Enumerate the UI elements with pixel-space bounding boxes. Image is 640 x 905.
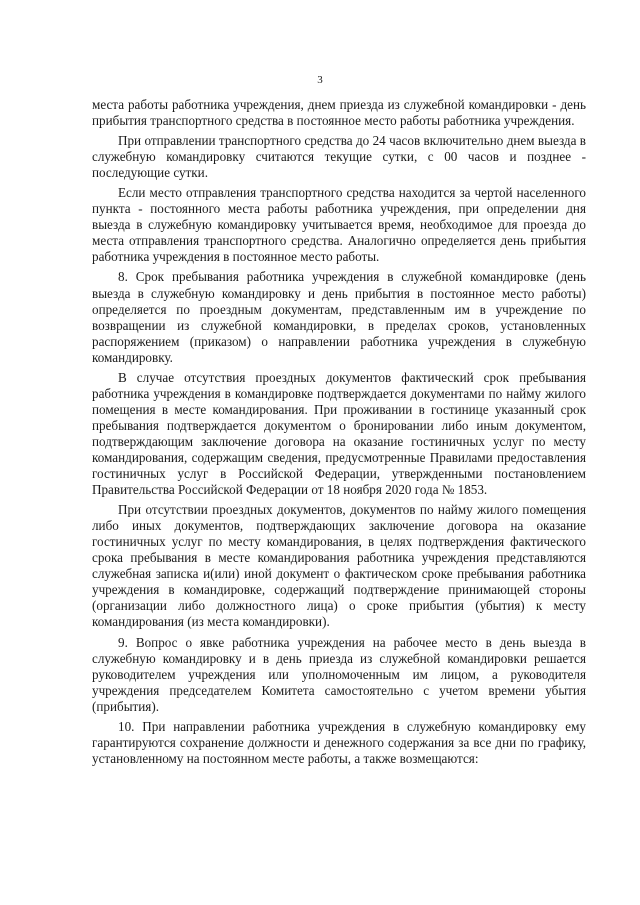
paragraph: места работы работника учреждения, днем приезда из служебной командировки - день прибытия транспортного средства в постоянное место работы работника учреждения.: [92, 97, 586, 129]
paragraph: В случае отсутствия проездных документов фактический срок пребывания работника учреждения в командировке подтверждается документами по найму жилого помещения в месте командирования. При проживании в гостинице указанный срок пребывания подтверждается документом о бронировании либо иным документом, подтверждающим заключение договора на оказание гостиничных услуг по месту командирования, содержащим сведения, предусмотренные Правилами предоставления гостиничных услуг в Российской Федерации, утвержденными постановлением Правительства Российской Федерации от 18 ноября 2020 года № 1853.: [92, 369, 586, 498]
paragraph: При отсутствии проездных документов, документов по найму жилого помещения либо иных документов, подтверждающих заключение договора на оказание гостиничных услуг по месту командирования, в целях подтверждения фактического срока пребывания в месте командирования работника учреждения представляются служебная записка и(или) иной документ о фактическом сроке пребывания работника учреждения в командировке, содержащий подтверждение принимающей стороны (организации либо должностного лица) о сроке прибытия (убытия) к месту командирования (из места командировки).: [92, 502, 586, 630]
page-number: 3: [317, 74, 323, 86]
paragraph: При отправлении транспортного средства до 24 часов включительно днем выезда в служебную командировку считаются текущие сутки, с 00 часов и позднее - последующие сутки.: [92, 133, 586, 181]
paragraph: 10. При направлении работника учреждения в служебную командировку ему гарантируются сохранение должности и денежного содержания за все дни по графику, установленному на постоянном месте работы, а также возмещаются:: [92, 718, 586, 766]
paragraph: 8. Срок пребывания работника учреждения в служебной командировке (день выезда в служебную командировку и день прибытия в постоянное место работы) определяется по проездным документам, представленным им в учреждение по возвращении из служебной командировки, в пределах сроков, установленных распоряжением (приказом) о направлении работника учреждения в служебную командировку.: [92, 269, 586, 365]
paragraph: 9. Вопрос о явке работника учреждения на рабочее место в день выезда в служебную командировку и в день приезда из служебной командировки решается руководителем учреждения или уполномоченным им лицом, а руководителя учреждения председателем Комитета самостоятельно с учетом времени убытия (прибытия).: [92, 634, 586, 714]
paragraph: Если место отправления транспортного средства находится за чертой населенного пункта - постоянного места работы работника учреждения, при определении дня выезда в служебную командировку учитывается время, необходимое для проезда до места отправления транспортного средства. Аналогично определяется день прибытия работника учреждения в постоянное место работы.: [92, 185, 586, 265]
document-body: [92, 97, 586, 771]
